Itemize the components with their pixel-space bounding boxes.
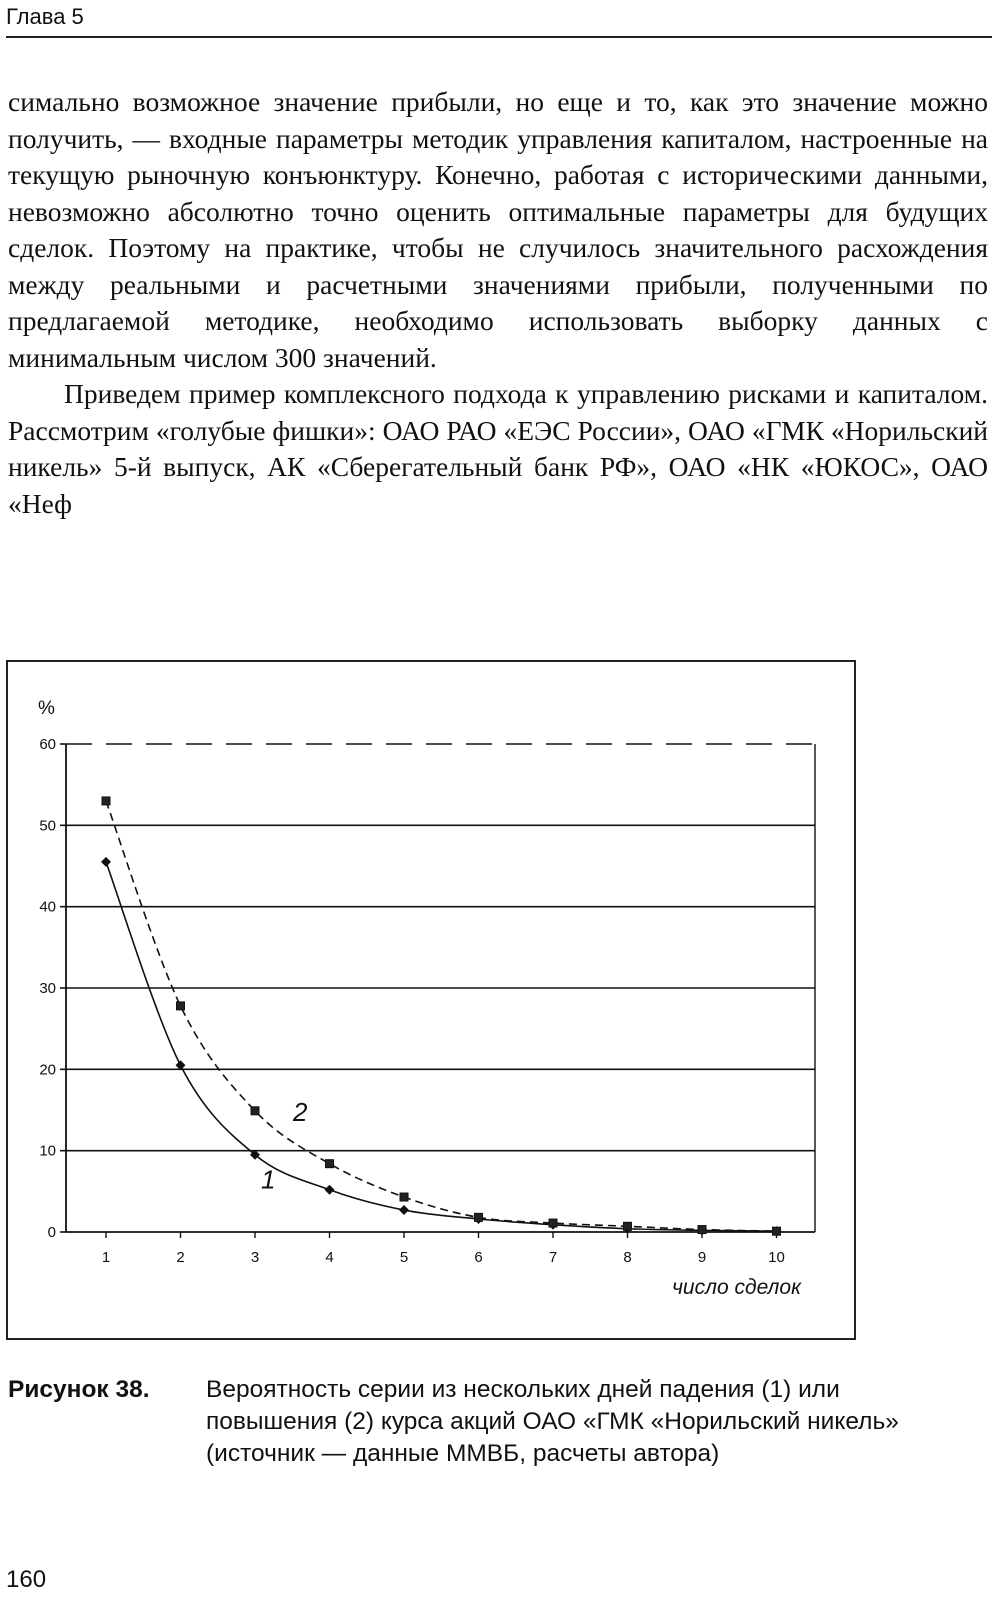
series-1-point-5	[399, 1205, 409, 1215]
x-axis-label: число сделок	[672, 1276, 801, 1299]
chapter-header	[6, 2, 992, 38]
y-tick-label-30: 30	[39, 980, 56, 997]
figure-frame	[6, 660, 856, 1340]
series-1-line	[106, 862, 777, 1231]
series-1-point-1	[101, 857, 111, 867]
x-tick-label-10: 10	[768, 1249, 785, 1266]
series-2-point-7	[549, 1219, 557, 1227]
y-tick-label-0: 0	[47, 1224, 56, 1241]
y-axis-label: %	[38, 698, 55, 719]
series-2-point-9	[698, 1226, 706, 1234]
x-tick-label-5: 5	[399, 1249, 409, 1266]
x-tick-label-6: 6	[474, 1249, 483, 1266]
paragraph-2: Приведем пример комплексного подхода к управлению рисками и капиталом. Рассмотрим «голубые фишки»: ОАО РАО «ЕЭС России», ОАО «ГМК «Норильский никель» 5-й выпуск, АК «Сберегательный банк РФ», ОАО «НК «ЮКОС», ОАО «Неф	[8, 378, 988, 519]
paragraph-1: симально возможное значение прибыли, но еще и то, как это значение можно получить, — входные параметры методик управления капиталом, настроенные на текущую рыночную конъюнктуру. Конечно, работая с историческими данными, невозможно абсолютно точно оценить оптимальные параметры для будущих сделок. Поэтому на практике, чтобы не случилось значительного расхождения между реальными и расчетными значениями прибыли, полученными по предлагаемой методике, необходимо использовать выборку данных с минимальным числом 300 значений.	[8, 86, 988, 373]
series-2-point-2	[177, 1002, 185, 1010]
x-tick-label-3: 3	[250, 1249, 260, 1266]
x-tick-label-9: 9	[697, 1249, 707, 1266]
chapter-title: Глава 5	[6, 4, 84, 29]
caption-label: Рисунок 38.	[8, 1376, 150, 1403]
series-2-point-3	[251, 1107, 259, 1115]
y-tick-label-50: 50	[39, 817, 56, 835]
y-tick-label-40: 40	[39, 898, 56, 916]
x-tick-label-8: 8	[623, 1249, 632, 1266]
y-tick-label-60: 60	[39, 736, 56, 753]
series-2-point-8	[624, 1222, 632, 1230]
series-2-point-5	[400, 1193, 408, 1201]
probability-line-chart	[8, 662, 854, 1338]
series-2-label: 2	[293, 1096, 308, 1127]
x-tick-label-2: 2	[176, 1249, 185, 1266]
series-2-point-4	[326, 1160, 334, 1168]
x-tick-label-7: 7	[548, 1249, 558, 1266]
series-2-point-6	[475, 1213, 483, 1221]
caption-text: Вероятность серии из нескольких дней падения (1) или повышения (2) курса акций ОАО «ГМК «Норильский никель» (источник — данные ММВБ, расчеты автора)	[206, 1376, 899, 1467]
y-tick-label-10: 10	[39, 1142, 56, 1160]
series-2-point-1	[102, 797, 110, 805]
body-text	[8, 84, 988, 522]
page-number: 160	[6, 1566, 47, 1593]
series-1-label: 1	[261, 1164, 276, 1195]
y-tick-label-20: 20	[39, 1061, 56, 1079]
x-tick-label-4: 4	[325, 1249, 334, 1266]
x-tick-label-1: 1	[101, 1249, 111, 1266]
series-2-line	[106, 801, 777, 1231]
series-1-point-4	[325, 1185, 335, 1195]
series-2-point-10	[773, 1227, 781, 1235]
